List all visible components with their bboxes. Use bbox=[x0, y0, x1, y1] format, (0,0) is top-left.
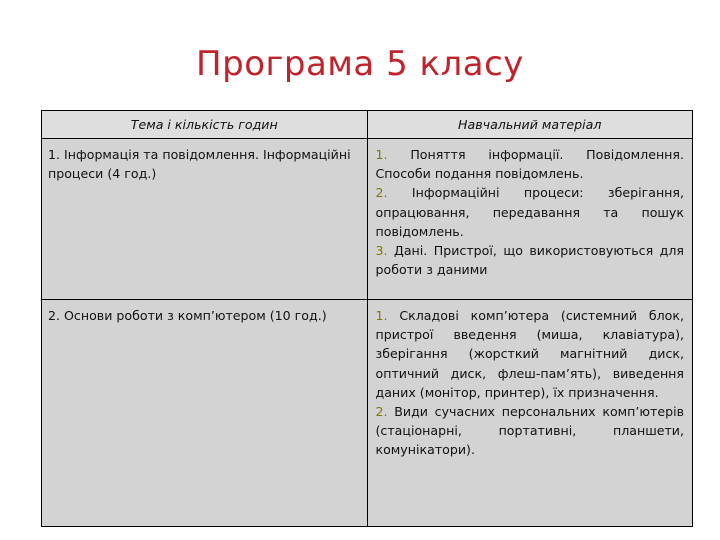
curriculum-table bbox=[41, 110, 693, 527]
item-text: Дані. Пристрої, що використовуються для роботи з даними bbox=[375, 243, 684, 278]
table-row bbox=[42, 139, 693, 300]
table-header-row bbox=[42, 111, 693, 139]
item-text: Поняття інформації. Повідомлення. Способи подання повідомлень. bbox=[375, 147, 684, 182]
item-text: Види сучасних персональних комп’ютерів (стаціонарні, портативні, планшети, комунікатори). bbox=[375, 404, 684, 458]
table-row bbox=[42, 300, 693, 527]
item-number: 2. bbox=[375, 404, 388, 420]
material-item bbox=[376, 402, 685, 460]
material-item bbox=[376, 241, 685, 279]
column-header-topic: Тема і кількість годин bbox=[42, 111, 368, 139]
material-item bbox=[376, 145, 685, 183]
topic-text: 1. Інформація та повідомлення. Інформаційні процеси (4 год.) bbox=[48, 147, 351, 182]
item-text: Складові комп’ютера (системний блок, пристрої введення (миша, клавіатура), зберігання (жорсткий магнітний диск, оптичний диск, флеш-пам’ять), виведення даних (монітор, принтер), їх призначення. bbox=[375, 308, 684, 400]
item-number: 1. bbox=[375, 308, 388, 323]
item-number: 3. bbox=[375, 243, 388, 259]
topic-text: 2. Основи роботи з комп’ютером (10 год.) bbox=[48, 308, 327, 323]
item-number: 2. bbox=[375, 185, 388, 201]
material-item bbox=[376, 306, 685, 402]
topic-cell bbox=[42, 139, 368, 300]
item-number: 1. bbox=[375, 147, 388, 162]
topic-cell bbox=[42, 300, 368, 527]
column-header-material: Навчальний матеріал bbox=[367, 111, 693, 139]
material-cell bbox=[367, 300, 693, 527]
material-item bbox=[376, 183, 685, 241]
material-cell bbox=[367, 139, 693, 300]
page-title: Програма 5 класу bbox=[196, 44, 524, 84]
item-text: Інформаційні процеси: зберігання, опрацювання, передавання та пошук повідомлень. bbox=[375, 185, 684, 239]
